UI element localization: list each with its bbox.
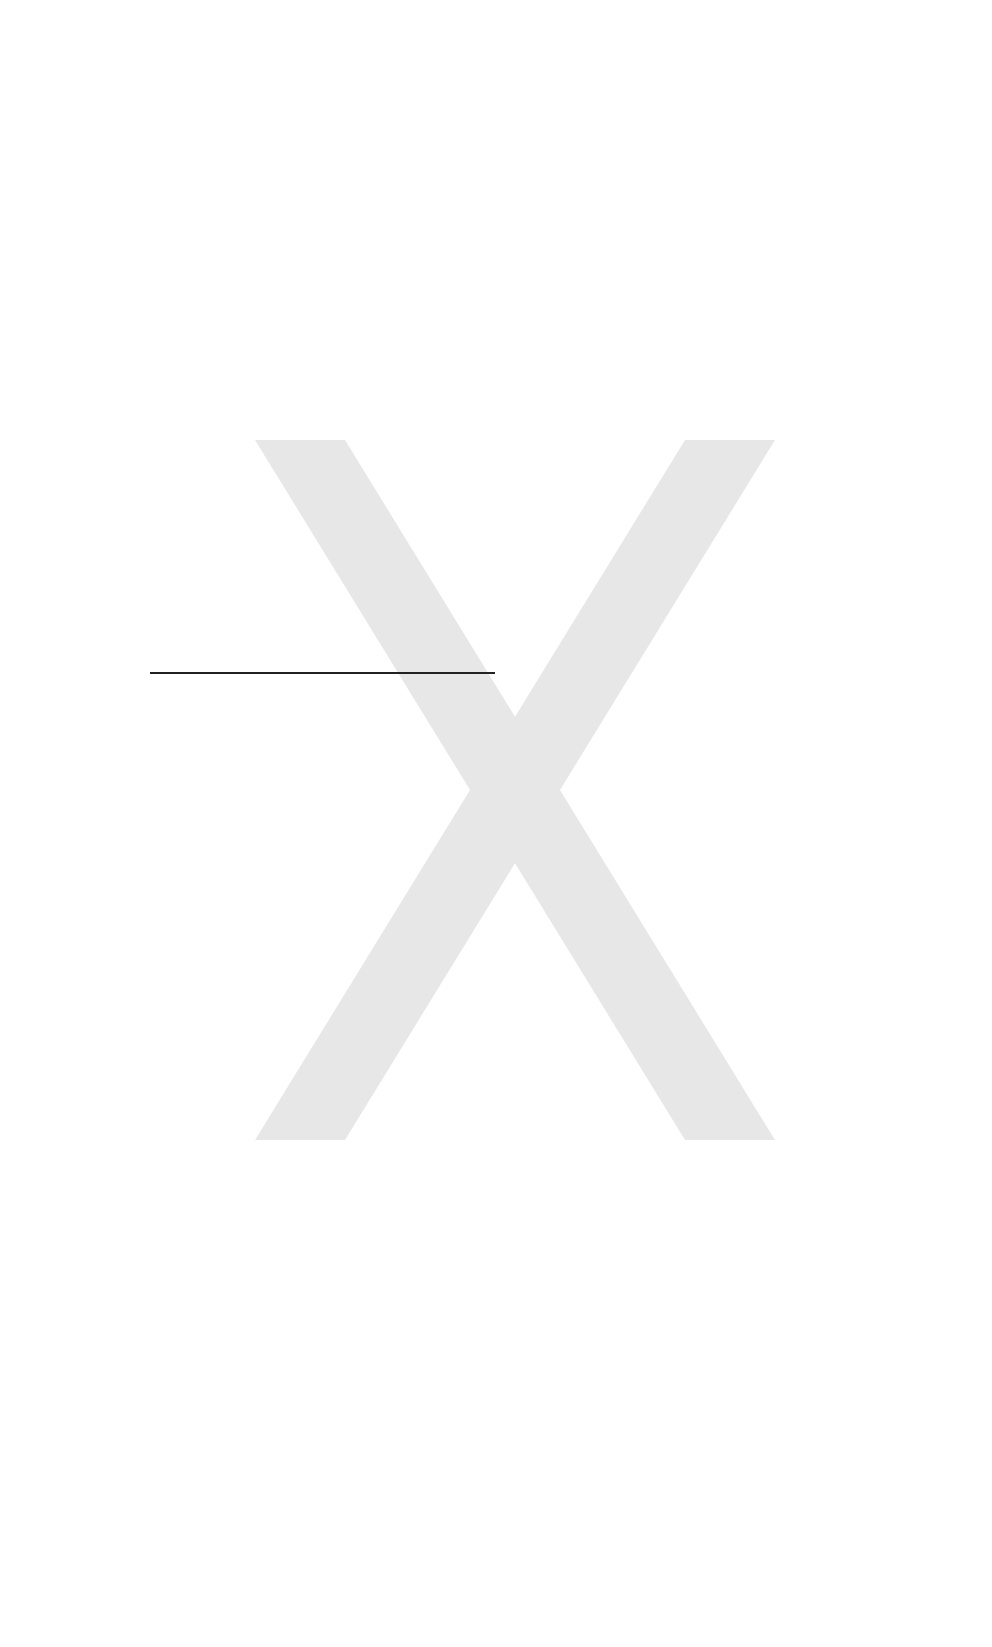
watermark-x-logo	[255, 440, 775, 1140]
session-paragraph	[150, 686, 495, 688]
section-rule	[150, 672, 495, 674]
